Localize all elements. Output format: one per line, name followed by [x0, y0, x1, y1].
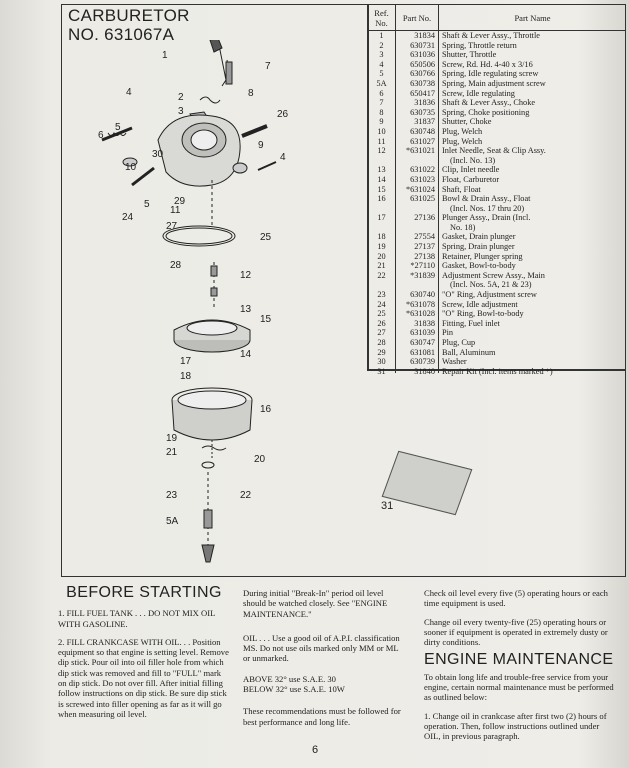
part-name-text: Screw, Idle adjustment — [442, 299, 518, 309]
row-ref-no: 28 — [377, 338, 386, 347]
row-ref-no: 29 — [377, 347, 386, 357]
part-name-text: Spring, Drain plunger — [442, 242, 515, 252]
table-row — [368, 367, 626, 377]
row-part-name — [438, 175, 626, 185]
row-ref-no: 13 — [377, 165, 386, 175]
row-ref-no: 25 — [377, 309, 386, 319]
callout-26: 26 — [277, 109, 289, 120]
table-row — [368, 290, 626, 300]
part-name-note: No. 18) — [450, 222, 476, 232]
callout-9: 9 — [258, 140, 264, 151]
callout-5a: 5A — [166, 516, 179, 527]
row-part-no: 31837 — [414, 117, 435, 127]
row-part-name — [438, 41, 626, 51]
part-name-text: Repair Kit (Incl. items marked *) — [442, 366, 553, 376]
row-ref-no: 30 — [377, 357, 386, 367]
parts-table — [368, 5, 626, 376]
table-row — [368, 127, 626, 137]
check-oil-note: Check oil level every five (5) operating hours or each time equipment is used. — [424, 588, 608, 609]
callout-8: 8 — [248, 88, 254, 99]
table-row — [368, 213, 626, 232]
row-part-no: 630766 — [410, 69, 435, 79]
row-part-name — [438, 338, 626, 348]
callout-18: 18 — [180, 371, 192, 382]
table-row — [368, 271, 626, 290]
callout-2: 2 — [178, 92, 184, 103]
callout-27: 27 — [166, 221, 178, 232]
row-part-no: 630747 — [410, 338, 435, 347]
table-row — [368, 309, 626, 319]
callout-16: 16 — [260, 404, 272, 415]
row-part-no: 631081 — [410, 347, 435, 357]
page-number: 6 — [312, 744, 319, 756]
row-ref-no: 16 — [377, 194, 386, 204]
row-part-no: *27110 — [410, 261, 435, 271]
row-ref-no: 26 — [377, 318, 386, 328]
header-part-name: Part Name — [514, 12, 551, 23]
table-row — [368, 348, 626, 358]
row-part-name — [438, 271, 626, 290]
row-ref-no: 17 — [377, 213, 386, 223]
row-part-name — [438, 309, 626, 319]
row-part-no: 631022 — [410, 165, 435, 175]
engine-maintenance-heading: ENGINE MAINTENANCE — [424, 651, 614, 669]
row-ref-no: 8 — [379, 107, 384, 117]
table-row — [368, 89, 626, 99]
part-name-text: "O" Ring, Bowl-to-body — [442, 309, 524, 319]
oil-above-32: ABOVE 32° use S.A.E. 30 — [243, 673, 336, 684]
row-part-no: *631021 — [405, 146, 435, 156]
table-row — [368, 165, 626, 175]
row-part-no: 630738 — [410, 78, 435, 88]
row-ref-no: 20 — [377, 251, 386, 261]
callout-20: 20 — [254, 454, 266, 465]
row-ref-no: 7 — [379, 98, 384, 108]
table-row — [368, 69, 626, 79]
row-part-name — [438, 348, 626, 358]
part-name-note: (Incl. Nos. 5A, 21 & 23) — [450, 280, 532, 290]
oil-column — [243, 588, 403, 735]
part-name-text: Shaft, Float — [442, 184, 481, 194]
row-part-no: 31834 — [414, 31, 435, 40]
part-name-text: Clip, Inlet needle — [442, 165, 500, 175]
row-part-no: 650417 — [410, 88, 435, 98]
part-name-text: Shutter, Choke — [442, 117, 492, 127]
callout-12: 12 — [240, 270, 252, 281]
table-row — [368, 146, 626, 165]
row-part-name — [438, 137, 626, 147]
table-row — [368, 60, 626, 70]
row-ref-no: 9 — [379, 117, 384, 127]
row-ref-no: 24 — [377, 299, 386, 309]
row-part-no: 630739 — [410, 357, 435, 367]
table-row — [368, 261, 626, 271]
row-part-name — [438, 127, 626, 137]
part-name-text: Fitting, Fuel inlet — [442, 318, 500, 328]
callout-3: 3 — [178, 106, 184, 117]
row-part-name — [438, 328, 626, 338]
callout-21: 21 — [166, 447, 178, 458]
table-row — [368, 242, 626, 252]
row-part-no: 27137 — [414, 242, 435, 252]
row-ref-no: 1 — [379, 31, 384, 40]
part-name-text: Screw, Idle regulating — [442, 88, 515, 98]
maintenance-step-1: 1. Change oil in crankcase after first two (2) hours of operation. Then, follow instructions outlined under OIL, in previous paragraph. — [424, 710, 607, 742]
part-name-text: Screw, Rd. Hd. 4-40 x 3/16 — [442, 59, 533, 69]
row-part-name — [438, 261, 626, 271]
table-row — [368, 137, 626, 147]
row-ref-no: 27 — [377, 328, 386, 338]
row-part-no: 630740 — [410, 290, 435, 300]
row-part-no: 27138 — [414, 251, 435, 261]
change-oil-note: Change oil every twenty-five (25) operating hours or sooner if equipment is operated in extremely dusty or dirty conditions. — [424, 616, 608, 648]
row-ref-no: 14 — [377, 174, 386, 184]
diagram-title — [68, 6, 190, 44]
table-row — [368, 41, 626, 51]
row-part-name — [438, 146, 626, 165]
callout-24: 24 — [122, 212, 134, 223]
table-row — [368, 300, 626, 310]
row-part-name — [438, 290, 626, 300]
row-part-name — [438, 194, 626, 213]
table-row — [368, 108, 626, 118]
part-name-text: Plug, Cup — [442, 338, 476, 347]
row-part-name — [438, 108, 626, 118]
part-name-text: Plunger Assy., Drain (Incl. — [442, 213, 531, 223]
part-name-text: Shaft & Lever Assy., Throttle — [442, 31, 540, 40]
callout-19: 19 — [166, 433, 178, 444]
row-part-name — [438, 357, 626, 367]
row-part-name — [438, 165, 626, 175]
fill-crankcase-instruction: 2. FILL CRANKCASE WITH OIL. . . Position equipment so that engine is setting level. Remove dip stick. Pour oil into oil filler hole from which dip stick was removed and fill to "FULL" mark on dip stick. Do not over fill. After initial filling follow instructions on dip stick. Be sure dip stick is screwed into filler opening as far as it will go when measuring oil level. — [58, 636, 229, 719]
part-name-text: Float, Carburetor — [442, 174, 500, 184]
part-name-note: (Incl. Nos. 17 thru 20) — [450, 203, 525, 213]
callout-13: 13 — [240, 304, 252, 315]
part-name-text: Pin — [442, 328, 454, 338]
row-part-name — [438, 31, 626, 41]
header-ref-no: Ref. No. — [368, 5, 396, 30]
part-name-text: Plug, Welch — [442, 126, 483, 136]
header-part-no: Part No. — [396, 5, 439, 30]
table-row — [368, 328, 626, 338]
callout-17: 17 — [180, 356, 192, 367]
row-part-no: 31836 — [414, 98, 435, 108]
row-part-name — [438, 213, 626, 232]
title-line-2: NO. 631067A — [68, 25, 175, 44]
row-part-no: 31838 — [414, 318, 435, 328]
row-part-name — [438, 252, 626, 262]
row-part-name — [438, 69, 626, 79]
fill-fuel-instruction: 1. FILL FUEL TANK . . . DO NOT MIX OIL WITH GASOLINE. — [58, 608, 216, 629]
part-name-text: Inlet Needle, Seat & Clip Assy. — [442, 146, 546, 156]
row-part-name — [438, 232, 626, 242]
callout-14: 14 — [240, 349, 252, 360]
part-name-note: (Incl. No. 13) — [450, 155, 496, 165]
maintenance-intro: To obtain long life and trouble-free service from your engine, certain normal maintenance must be performed as outlined below: — [424, 671, 614, 703]
row-ref-no: 6 — [379, 88, 384, 98]
row-ref-no: 10 — [377, 126, 386, 136]
table-row — [368, 79, 626, 89]
row-part-no: *631028 — [405, 309, 435, 319]
part-name-text: Shutter, Throttle — [442, 50, 497, 60]
before-starting-column — [58, 584, 230, 727]
row-part-name — [438, 79, 626, 89]
part-name-text: Adjustment Screw Assy., Main — [442, 270, 545, 280]
callout-5-left: 5 — [144, 199, 150, 210]
row-part-no: 631025 — [410, 194, 435, 204]
part-name-text: Spring, Throttle return — [442, 40, 517, 50]
row-ref-no: 12 — [377, 146, 386, 156]
table-row — [368, 98, 626, 108]
row-ref-no: 2 — [379, 40, 384, 50]
row-part-no: 631036 — [410, 50, 435, 60]
row-ref-no: 4 — [379, 59, 384, 69]
row-part-name — [438, 300, 626, 310]
row-ref-no: 21 — [377, 261, 386, 271]
part-name-text: Gasket, Drain plunger — [442, 232, 516, 242]
callout-29: 29 — [174, 196, 186, 207]
row-part-no: 27554 — [414, 232, 435, 242]
row-part-name — [438, 89, 626, 99]
callout-5: 5 — [115, 122, 121, 133]
row-part-no: 631039 — [410, 328, 435, 338]
row-part-no: 630748 — [410, 126, 435, 136]
row-part-name — [438, 319, 626, 329]
row-part-no: 31840 — [414, 366, 435, 376]
callout-31: 31 — [381, 500, 394, 512]
row-part-name — [438, 98, 626, 108]
table-row — [368, 232, 626, 242]
part-name-text: Washer — [442, 357, 467, 367]
parts-table-body — [368, 31, 626, 376]
row-part-no: 27136 — [414, 213, 435, 223]
row-part-no: *631024 — [405, 184, 435, 194]
table-row — [368, 117, 626, 127]
table-row — [368, 31, 626, 41]
table-row — [368, 338, 626, 348]
row-ref-no: 15 — [377, 184, 386, 194]
table-row — [368, 252, 626, 262]
part-name-text: Ball, Aluminum — [442, 347, 496, 357]
row-ref-no: 22 — [377, 270, 386, 280]
row-part-name — [438, 367, 626, 377]
part-name-text: Gasket, Bowl-to-body — [442, 261, 516, 271]
row-part-no: *31839 — [410, 270, 435, 280]
callout-6: 6 — [98, 130, 104, 141]
recommendations-note: These recommendations must be followed for best performance and long life. — [243, 706, 401, 727]
row-ref-no: 19 — [377, 242, 386, 252]
maintenance-column — [424, 588, 614, 750]
table-row — [368, 194, 626, 213]
callout-23: 23 — [166, 490, 178, 501]
row-part-no: 630735 — [410, 107, 435, 117]
row-part-name — [438, 242, 626, 252]
row-part-no: 630731 — [410, 40, 435, 50]
oil-spec: OIL . . . Use a good oil of A.P.I. classification MS. Do not use oils marked only MM or ML or unmarked. — [243, 632, 400, 664]
part-name-text: Bowl & Drain Assy., Float — [442, 194, 531, 204]
table-row — [368, 50, 626, 60]
break-in-note: During initial "Break-In" period oil level should be watched closely. See "ENGINE MAINTENANCE." — [243, 588, 388, 619]
callout-30: 30 — [152, 149, 164, 160]
callout-22: 22 — [240, 490, 252, 501]
parts-table-header — [368, 5, 626, 31]
row-ref-no: 11 — [377, 136, 386, 146]
callout-11: 11 — [170, 205, 181, 216]
oil-below-32: BELOW 32° use S.A.E. 10W — [243, 684, 345, 695]
row-ref-no: 5 — [379, 69, 384, 79]
table-row — [368, 175, 626, 185]
table-row — [368, 319, 626, 329]
part-name-text: Spring, Idle regulating screw — [442, 69, 539, 79]
row-part-no: *631078 — [405, 299, 435, 309]
title-line-1: CARBURETOR — [68, 6, 190, 25]
part-name-text: Shaft & Lever Assy., Choke — [442, 98, 536, 108]
part-name-text: Spring, Main adjustment screw — [442, 78, 546, 88]
callout-10: 10 — [125, 162, 137, 173]
row-ref-no: 18 — [377, 232, 386, 242]
part-name-text: Plug, Welch — [442, 136, 483, 146]
callout-7: 7 — [265, 61, 271, 72]
carburetor-exploded-diagram — [62, 40, 367, 570]
table-row — [368, 185, 626, 195]
row-part-no: 650506 — [410, 59, 435, 69]
callout-4: 4 — [126, 87, 132, 98]
row-part-name — [438, 60, 626, 70]
row-part-name — [438, 117, 626, 127]
row-part-name — [438, 50, 626, 60]
callout-25: 25 — [260, 232, 272, 243]
callout-1: 1 — [162, 50, 168, 61]
part-name-text: "O" Ring, Adjustment screw — [442, 290, 537, 300]
row-part-no: 631023 — [410, 174, 435, 184]
row-part-name — [438, 185, 626, 195]
callout-4-right: 4 — [280, 152, 286, 163]
row-ref-no: 23 — [377, 290, 386, 300]
row-ref-no: 31 — [377, 366, 386, 376]
row-ref-no: 3 — [379, 50, 384, 60]
part-name-text: Spring, Choke positioning — [442, 107, 530, 117]
row-ref-no: 5A — [376, 78, 387, 88]
row-part-no: 631027 — [410, 136, 435, 146]
callout-15: 15 — [260, 314, 272, 325]
table-row — [368, 357, 626, 367]
part-name-text: Retainer, Plunger spring — [442, 251, 523, 261]
callout-28: 28 — [170, 260, 182, 271]
before-starting-heading: BEFORE STARTING — [66, 584, 222, 601]
